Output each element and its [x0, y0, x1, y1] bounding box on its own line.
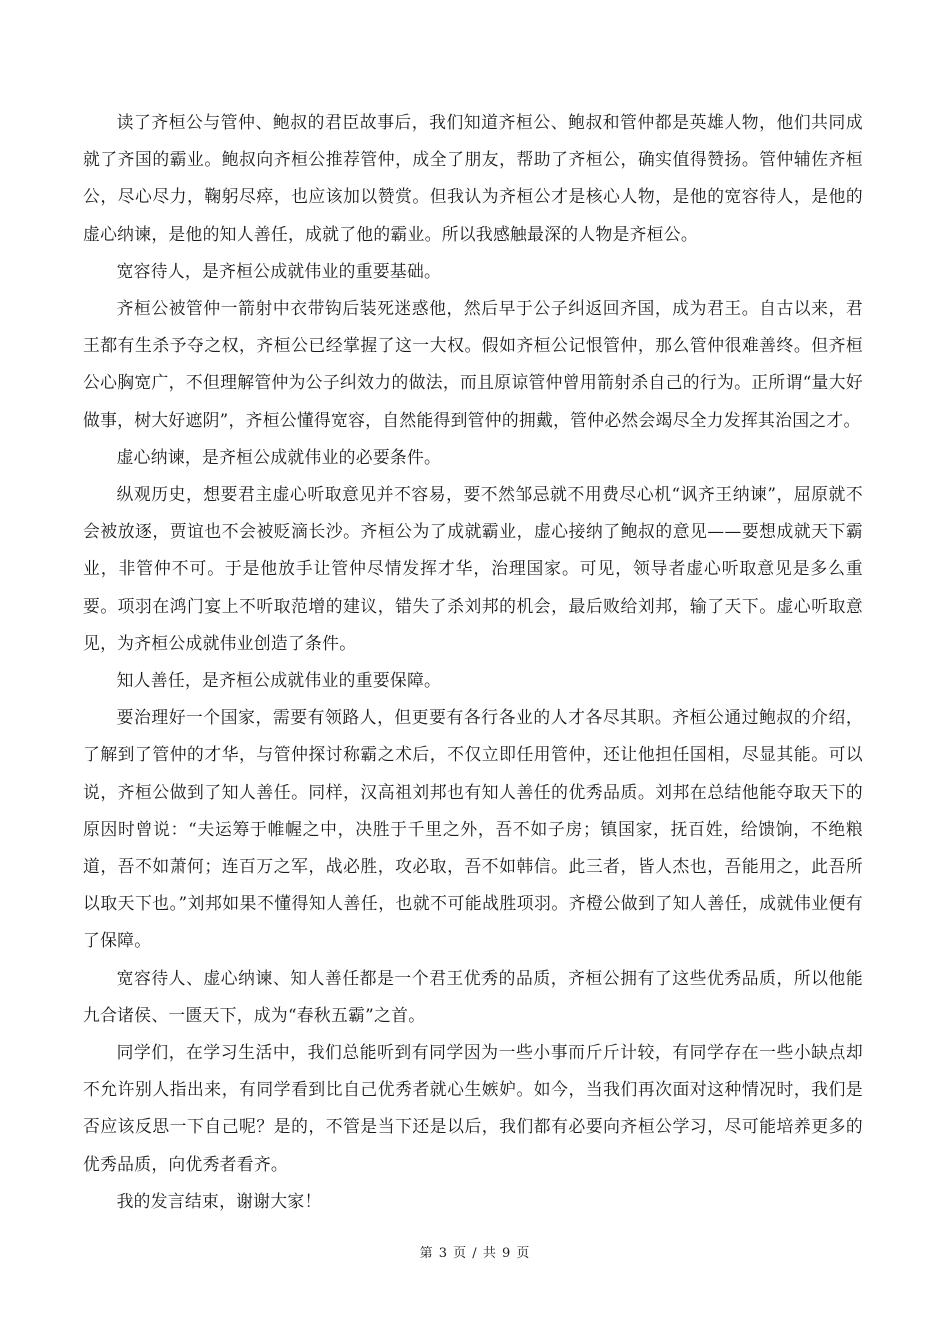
document-body — [83, 104, 863, 1220]
paragraph-appointment-body: 要治理好一个国家，需要有领路人，但更要有各行各业的人才各尽其职。齐桓公通过鲍叔的介绍，了解到了管仲的才华，与管仲探讨称霸之术后，不仅立即任用管仲，还让他担任国相，尽显其能。可以说，齐桓公做到了知人善任。同样，汉高祖刘邦也有知人善任的优秀品质。刘邦在总结他能夺取天下的原因时曾说：“夫运筹于帷幄之中，决胜于千里之外，吾不如子房；镇国家，抚百姓，给馈饷，不绝粮道，吾不如萧何；连百万之军，战必胜，攻必取，吾不如韩信。此三者，皆人杰也，吾能用之，此吾所以取天下也。”刘邦如果不懂得知人善任，也就不可能战胜项羽。齐橙公做到了知人善任，成就伟业便有了保障。 — [83, 707, 863, 951]
paragraph-advice-body: 纵观历史，想要君主虚心听取意见并不容易，要不然邹忌就不用费尽心机“讽齐王纳谏”，屈原就不会被放逐，贾谊也不会被贬滴长沙。齐桓公为了成就霸业，虚心接纳了鲍叔的意见——要想成就天下霸业，非管仲不可。于是他放手让管仲尽情发挥才华，治理国家。可见，领导者虚心听取意见是多么重要。项羽在鸿门宴上不听取范增的建议，错失了杀刘邦的机会，最后败给刘邦，输了天下。虚心听取意见，为齐桓公成就伟业创造了条件。 — [83, 484, 863, 653]
paragraph-tolerance-heading: 宽容待人，是齐桓公成就伟业的重要基础。 — [116, 260, 442, 281]
paragraph-tolerance-body: 齐桓公被管仲一箭射中衣带钩后装死迷惑他，然后早于公子纠返回齐国，成为君王。自古以来，君王都有生杀予夺之权，齐桓公已经掌握了这一大权。假如齐桓公记恨管仲，那么管仲很难善终。但齐桓公心胸宽广，不但理解管仲为公子纠效力的做法，而且原谅管仲曾用箭射杀自己的行为。正所谓“量大好做事，树大好遮阴”，齐桓公懂得宽容，自然能得到管仲的拥戴，管仲必然会竭尽全力发挥其治国之才。 — [83, 298, 863, 430]
paragraph-advice-heading: 虚心纳谏，是齐桓公成就伟业的必要条件。 — [116, 446, 442, 467]
paragraph-appointment-heading: 知人善任，是齐桓公成就伟业的重要保障。 — [116, 670, 442, 691]
paragraph-closing: 我的发言结束，谢谢大家！ — [116, 1190, 322, 1211]
paragraph-summary: 宽容待人、虚心纳谏、知人善任都是一个君王优秀的品质，齐桓公拥有了这些优秀品质，所以他能九合诸侯、一匮天下，成为“春秋五霸”之首。 — [83, 967, 863, 1025]
paragraph-reflection: 同学们，在学习生活中，我们总能听到有同学因为一些小事而斤斤计较，有同学存在一些小缺点却不允许别人指出来，有同学看到比自己优秀者就心生嫉妒。如今，当我们再次面对这种情况时，我们是否应该反思一下自己呢？是的，不管是当下还是以后，我们都有必要向齐桓公学习，尽可能培养更多的优秀品质，向优秀者看齐。 — [83, 1042, 863, 1174]
paragraph-intro: 读了齐桓公与管仲、鲍叔的君臣故事后，我们知道齐桓公、鲍叔和管仲都是英雄人物，他们共同成就了齐国的霸业。鲍叔向齐桓公推荐管仲，成全了朋友，帮助了齐桓公，确实值得赞扬。管仲辅佐齐桓公，尽心尽力，鞠躬尽瘁，也应该加以赞赏。但我认为齐桓公才是核心人物，是他的宽容待人，是他的虚心纳谏，是他的知人善任，成就了他的霸业。所以我感触最深的人物是齐桓公。 — [83, 112, 863, 244]
page-number-footer: 第 3 页 / 共 9 页 — [419, 1246, 531, 1261]
